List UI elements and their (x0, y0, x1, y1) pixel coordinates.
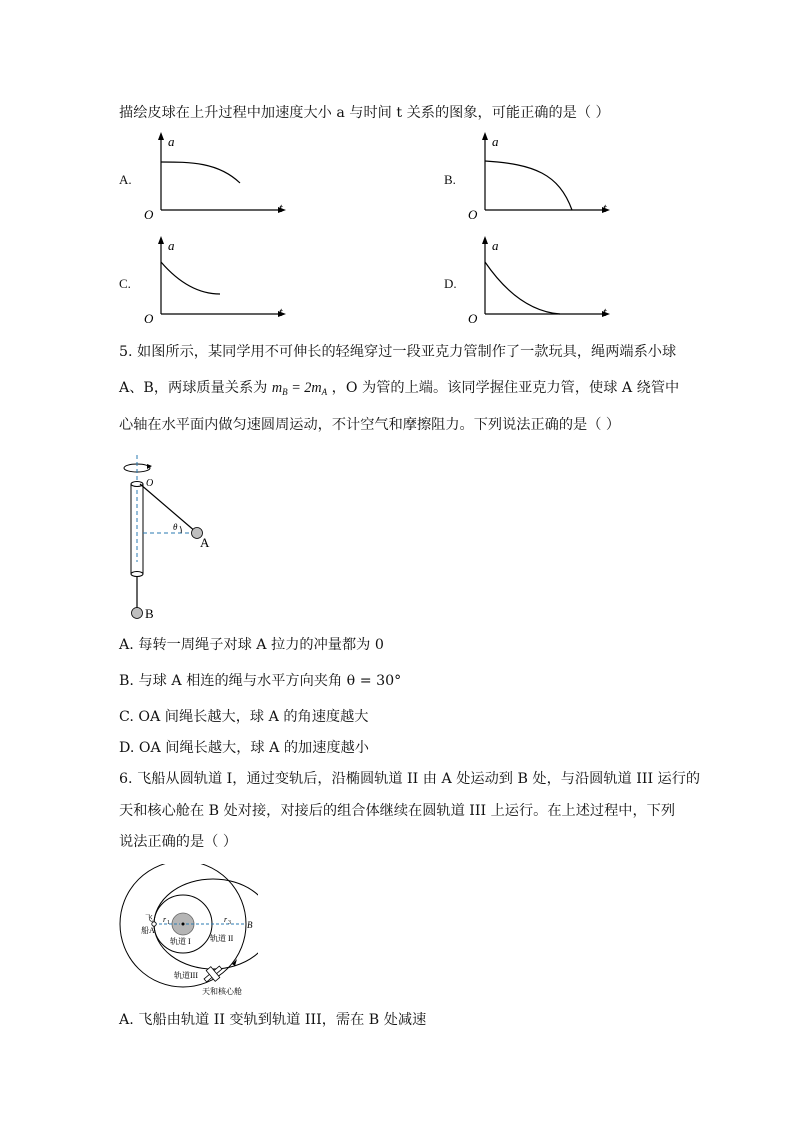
q5-mass-relation: $m_B = 2m_A$ (271, 380, 328, 397)
q4-graph-c-xlabel: t (279, 304, 283, 319)
q5-option-a: A. 每转一周绳子对球 A 拉力的冲量都为 0 (119, 637, 384, 653)
q4-option-b-label: B. (444, 172, 456, 187)
svg-text:轨道III: 轨道III (174, 971, 198, 980)
q4-graph-b-curve (485, 161, 572, 210)
q4-stem: 描绘皮球在上升过程中加速度大小 a 与时间 t 关系的图象，可能正确的是（ ） (119, 105, 610, 121)
svg-text:B: B (247, 920, 253, 930)
q5-option-b: B. 与球 A 相连的绳与水平方向夹角 θ = 30° (119, 673, 402, 689)
q6-option-a: A. 飞船由轨道 II 变轨到轨道 III，需在 B 处减速 (119, 1012, 427, 1028)
q6-stem-line-1: 6. 飞船从圆轨道 I，通过变轨后，沿椭圆轨道 II 由 A 处运动到 B 处，与沿圆轨道 III 运行的 (119, 771, 701, 787)
q5-option-c: C. OA 间绳长越大，球 A 的角速度越大 (119, 709, 369, 725)
q5-figure (118, 452, 214, 624)
q4-graph-d (464, 232, 624, 328)
svg-text:3: 3 (228, 920, 231, 926)
q4-graph-c-origin: O (144, 311, 154, 326)
q4-graph-b-xlabel: t (603, 200, 607, 215)
svg-text:船A: 船A (141, 926, 155, 935)
q4-graph-c (140, 232, 300, 328)
q4-option-a-label: A. (119, 172, 132, 187)
q6-stem-line-3: 说法正确的是（ ） (119, 834, 238, 850)
q4-graph-d-origin: O (468, 311, 478, 326)
q6-stem-line-2: 天和核心舱在 B 处对接，对接后的组合体继续在圆轨道 III 上运行。在上述过程中，下列 (119, 803, 676, 819)
ball-b (132, 608, 143, 619)
svg-text:飞: 飞 (145, 914, 153, 923)
q4-option-c-label: C. (119, 276, 131, 291)
q4-graph-d-ylabel: a (492, 238, 499, 253)
q4-graph-a-curve (161, 162, 240, 183)
q4-graph-c-ylabel: a (168, 238, 175, 253)
q4-graph-b (464, 128, 624, 224)
q6-figure (118, 864, 258, 1000)
svg-text:θ: θ (173, 522, 178, 532)
svg-text:A: A (200, 535, 210, 550)
q4-graph-c-curve (161, 262, 220, 294)
q4-graph-d-xlabel: t (603, 304, 607, 319)
q5-stem-line-2: A、B，两球质量关系为 $m_B = 2m_A$ ，O 为管的上端。该同学握住亚克力管，使球 A 绕管中 (119, 380, 680, 397)
q5-stem-line-1: 5. 如图所示，某同学用不可伸长的轻绳穿过一段亚克力管制作了一款玩具，绳两端系小球 (119, 344, 677, 360)
q5-option-d: D. OA 间绳长越大，球 A 的加速度越小 (119, 740, 369, 756)
q4-graph-a-ylabel: a (168, 134, 175, 149)
svg-text:B: B (145, 606, 154, 621)
q4-graph-a-xlabel: t (279, 200, 283, 215)
svg-text:O: O (146, 478, 154, 489)
svg-text:r: r (163, 915, 167, 924)
q4-graph-a-origin: O (144, 207, 154, 222)
q4-graph-b-ylabel: a (492, 134, 499, 149)
q4-graph-d-curve (485, 262, 560, 314)
q4-graph-b-origin: O (468, 207, 478, 222)
svg-text:r: r (224, 915, 228, 924)
svg-text:轨道 I: 轨道 I (170, 937, 191, 946)
svg-text:轨道 II: 轨道 II (210, 934, 234, 943)
q5-stem-line-3: 心轴在水平面内做匀速圆周运动，不计空气和摩擦阻力。下列说法正确的是（ ） (119, 417, 621, 433)
svg-text:1: 1 (167, 920, 170, 926)
q4-option-d-label: D. (444, 276, 457, 291)
svg-text:天和核心舱: 天和核心舱 (202, 987, 242, 996)
q4-graph-a (140, 128, 300, 224)
